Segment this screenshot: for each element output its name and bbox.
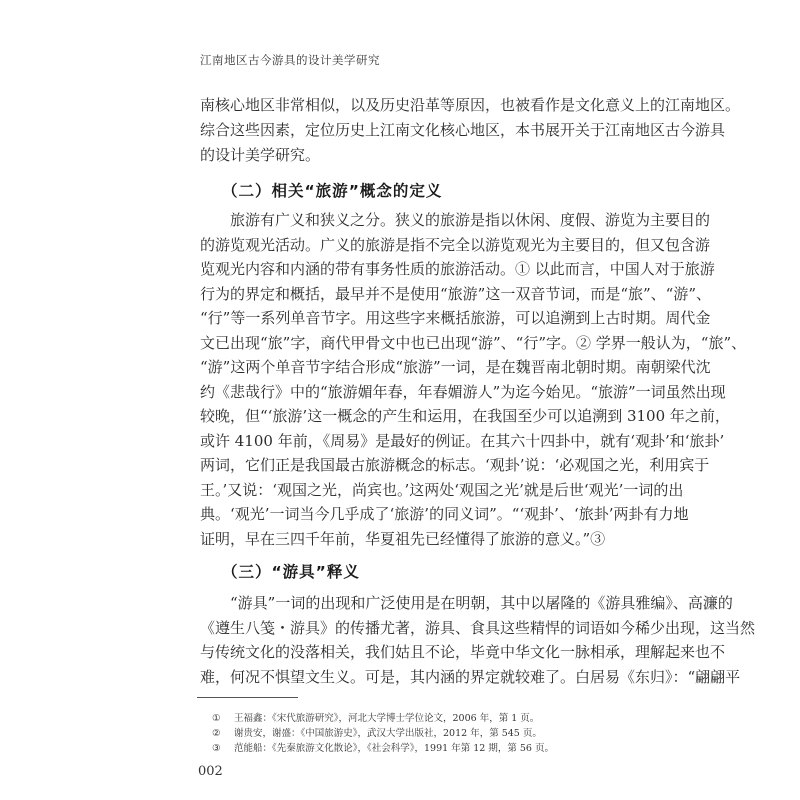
footnote-marker: ②: [212, 728, 221, 739]
footnote-text: 谢贵安，谢盛：《中国旅游史》，武汉大学出版社，2012 年，第 545 页。: [234, 728, 542, 739]
text-line: 两词，它们正是我国最古旅游概念的标志。‘观卦’说：‘必观国之光，利用宾于: [200, 456, 710, 474]
text-line: “游”这两个单音节字结合形成“旅游”一词，是在魏晋南北朝时期。南朝梁代沈: [200, 358, 711, 376]
text-line: 旅游有广义和狭义之分。狭义的旅游是指以休闲、度假、游览为主要目的: [230, 211, 711, 229]
footnote-marker: ①: [212, 713, 221, 724]
text-line: 王。’又说：‘观国之光，尚宾也。’这两处‘观国之光’就是后世‘观光’一词的出: [200, 480, 684, 499]
text-line: 或许 4100 年前，《周易》是最好的例证。在其六十四卦中，就有‘观卦’和‘旅卦’: [200, 431, 725, 450]
text-line: 行为的界定和概括，最早并不是使用“旅游”这一双音节词，而是“旅”、“游”、: [200, 284, 712, 303]
text-line: 综合这些因素，定位历史上江南文化核心地区，本书展开关于江南地区古今游具: [200, 121, 726, 139]
page-number: 002: [198, 764, 223, 779]
running-header: 江南地区古今游具的设计美学研究: [200, 53, 380, 67]
text-line: 览观光内容和内涵的带有事务性质的旅游活动。① 以此而言，中国人对于旅游: [200, 260, 715, 278]
footnote-2: [212, 725, 542, 739]
text-line: 的设计美学研究。: [200, 146, 321, 164]
footnote-1: [212, 710, 539, 724]
text-line: 文已出现“旅”字，商代甲骨文中也已出现“游”、“行”字。② 学界一般认为，“旅”、: [200, 333, 747, 352]
text-line: 南核心地区非常相似，以及历史沿革等原因，也被看作是文化意义上的江南地区。: [200, 96, 741, 114]
text-line: “游具”一词的出现和广泛使用是在明朝，其中以屠隆的《游具雅编》、高濂的: [230, 594, 733, 612]
footnote-text: 王福鑫：《宋代旅游研究》，河北大学博士学位论文，2006 年，第 1 页。: [234, 713, 540, 724]
text-line: 较晚，但“‘旅游’这一概念的产生和运用，在我国至少可以追溯到 3100 年之前，: [200, 407, 730, 425]
footnote-divider: [197, 697, 298, 698]
footnote-3: [212, 740, 554, 754]
text-line: “行”等一系列单音节字。用这些字来概括旅游，可以追溯到上古时期。周代金: [200, 309, 711, 327]
text-line: 典。‘观光’一词当今几乎成了‘旅游’的同义词”。“‘观卦’、‘旅卦’两卦有力地: [200, 505, 689, 523]
text-line: 难，何况不惧望文生义。可是，其内涵的界定就较难了。白居易《东归》：“翩翩平: [200, 667, 741, 686]
text-line: 与传统文化的没落相关，我们姑且不论，毕竟中华文化一脉相承，理解起来也不: [200, 643, 726, 661]
section-heading-3: （三）“游具”释义: [222, 563, 360, 581]
footnote-marker: ③: [212, 743, 221, 754]
text-line: 证明，早在三四千年前，华夏祖先已经懂得了旅游的意义。”③: [200, 529, 606, 548]
section-heading-2: （二）相关“旅游”概念的定义: [222, 182, 443, 200]
text-line: 约《悲哉行》中的“旅游媚年春，年春媚游人”为迄今始见。“旅游”一词虽然出现: [200, 382, 726, 401]
text-line: 的游览观光活动。广义的旅游是指不完全以游览观光为主要目的，但又包含游: [200, 235, 711, 254]
text-line: 《遵生八笺・游具》的传播尤著，游具、食具这些精悍的词语如今稀少出现，这当然: [200, 618, 756, 637]
footnote-text: 范能船：《先秦旅游文化散论》，《社会科学》，1991 年第 12 期，第 56 页。: [234, 743, 554, 754]
